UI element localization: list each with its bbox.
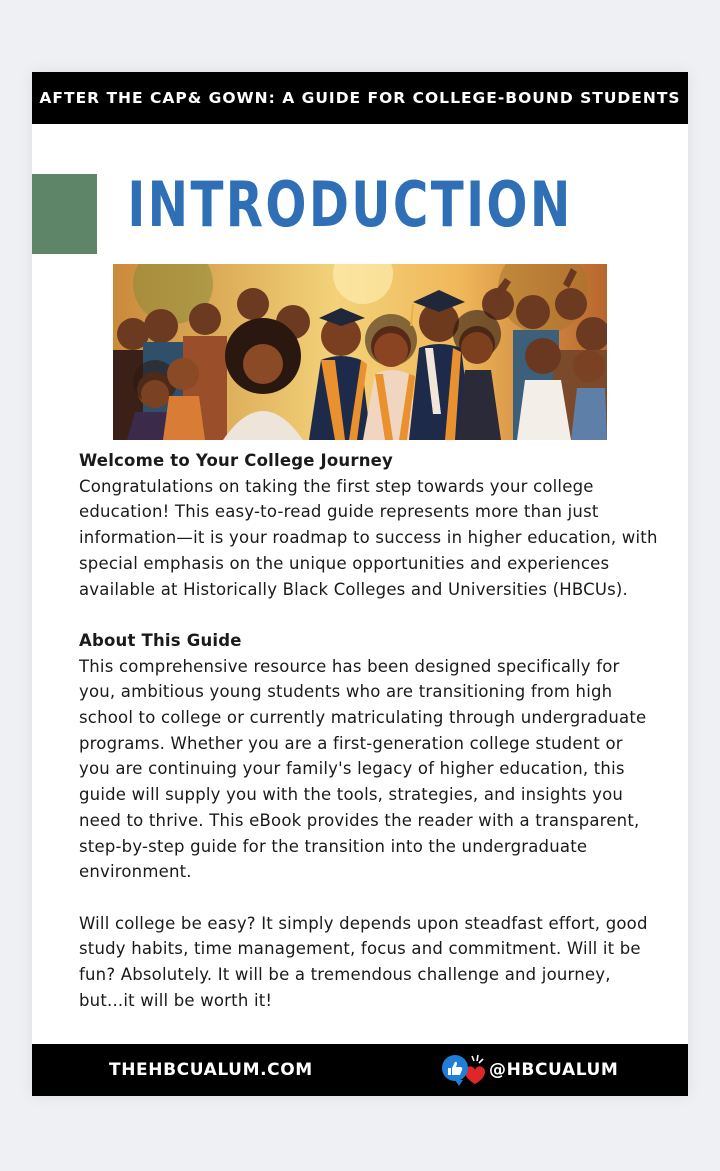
section-heading-welcome: Welcome to Your College Journey — [79, 451, 394, 470]
footer-bar — [32, 1044, 688, 1096]
about-paragraph: This comprehensive resource has been designed specifically for you, ambitious young students who are transitioning from high school to college or currently matriculating through undergraduate programs. Whether you are a first-generation college student or you are continuing your family's legacy of higher education, this guide will supply you with the tools, strategies, and insights you need to thrive. This eBook provides the reader with a transparent, step-by-step guide for the transition into the undergraduate environment. — [79, 656, 647, 882]
welcome-paragraph: Congratulations on taking the first step towards your college education! This easy-to-read guide represents more than just information—it is your roadmap to success in higher education, with special emphasis on the unique opportunities and experiences available at Historically Black Colleges and Universities (HBCUs). — [79, 476, 658, 599]
graduation-celebration-illustration — [113, 264, 607, 440]
section-heading-about: About This Guide — [79, 630, 242, 650]
page-title: INTRODUCTION — [127, 168, 573, 241]
ebook-page — [32, 72, 688, 1096]
intro-content — [79, 448, 659, 1013]
header-title: AFTER THE CAP& GOWN: A GUIDE FOR COLLEGE-BOUND STUDENTS — [39, 89, 681, 107]
social-handle[interactable]: @HBCUALUM — [489, 1060, 619, 1080]
green-accent-block — [32, 174, 97, 254]
thumbs-up-heart-icon — [439, 1052, 487, 1090]
website-link[interactable]: THEHBCUALUM.COM — [109, 1060, 313, 1080]
header-bar — [32, 72, 688, 124]
closing-paragraph: Will college be easy? It simply depends upon steadfast effort, good study habits, time management, focus and commitment. Will it be fun? Absolutely. It will be a tremendous challenge and journey, but...it will be worth it! — [79, 913, 648, 1010]
